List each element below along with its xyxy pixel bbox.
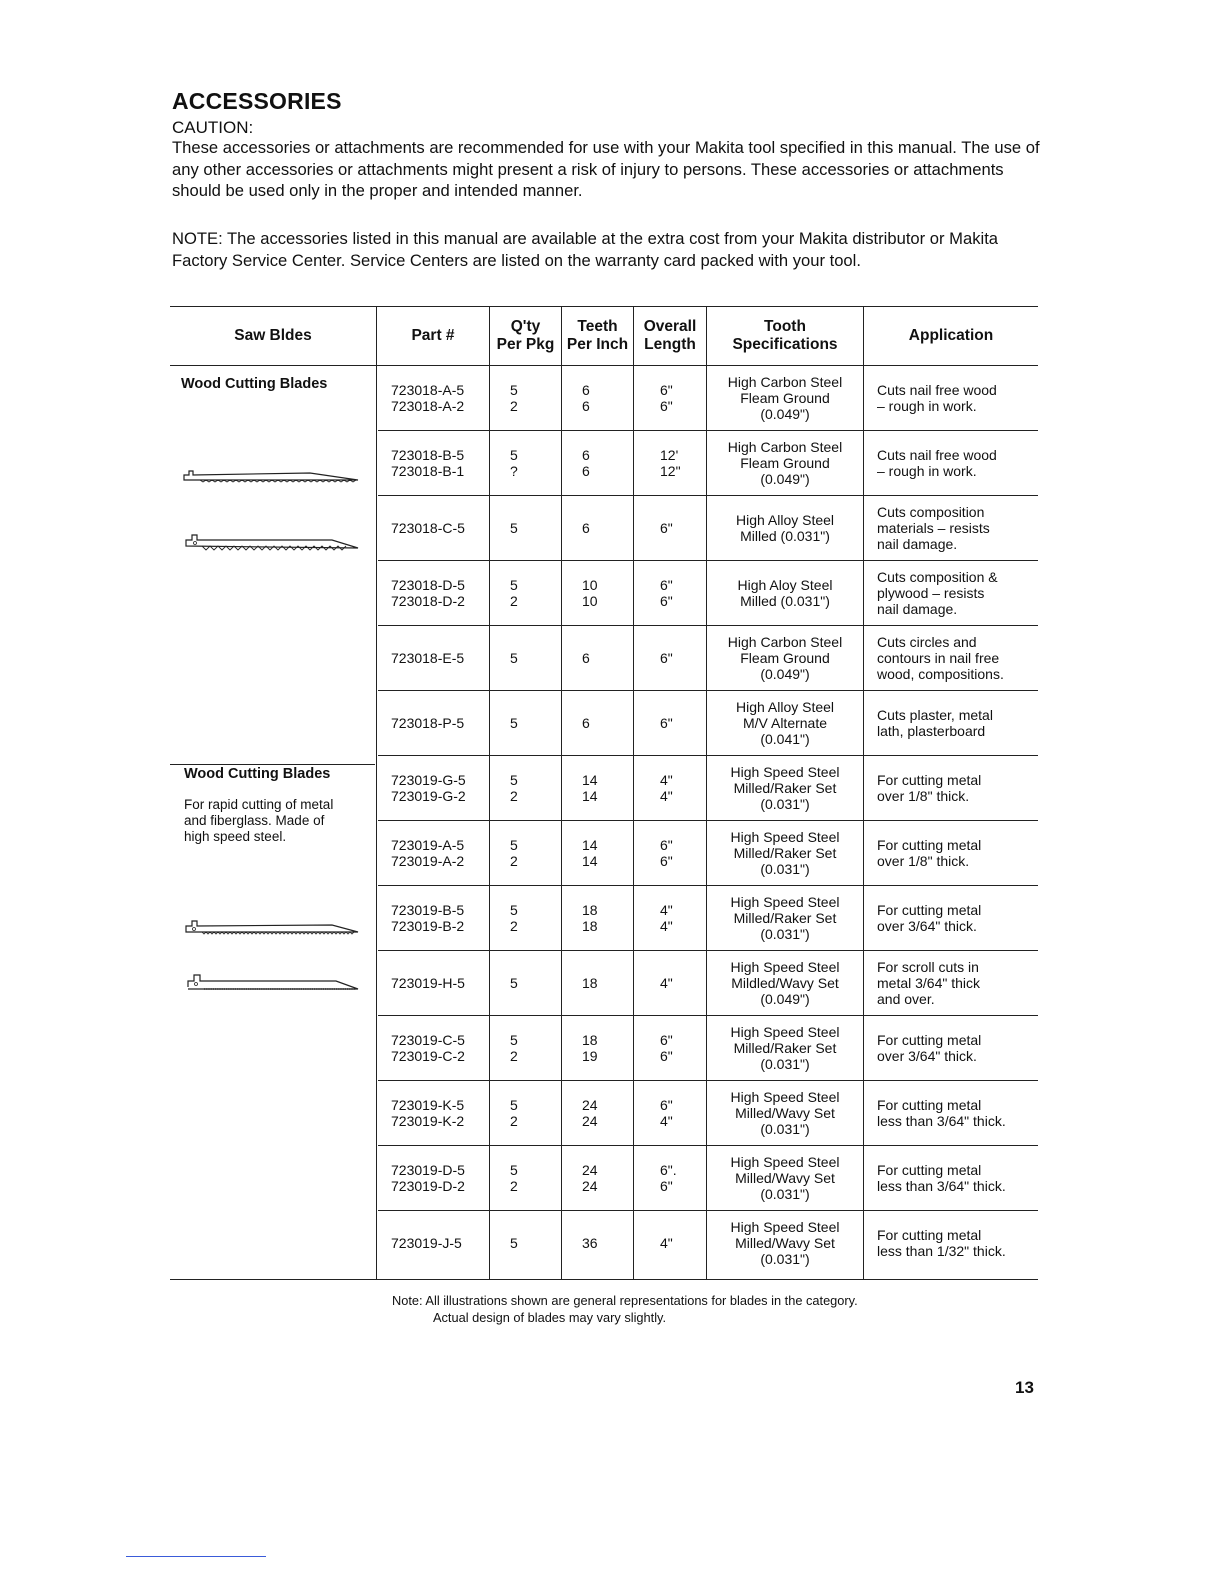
group-title-wood-cutting: Wood Cutting Blades [181,376,328,392]
cell-app: Cuts composition materials – resists nail damage. [877,503,990,552]
cell-length: 6" 6" [660,576,673,609]
cell-teeth: 24 24 [582,1096,598,1129]
blade-illustration-1 [180,464,360,488]
cell-qty: 5 2 [510,901,518,934]
footnote [392,1292,858,1326]
cell-spec: High Speed Steel Milled/Raker Set (0.031") [730,828,840,877]
cell-teeth: 6 6 [582,446,590,479]
blade-illustration-3 [182,912,362,938]
cell-part: 723019-G-5 723019-G-2 [391,771,466,804]
cell-spec: High Alloy Steel Milled (0.031") [735,511,835,544]
cell-app: For cutting metal less than 1/32" thick. [877,1226,1006,1259]
cell-length: 6" [660,714,673,731]
header-overall-length: Overall Length [643,317,697,353]
cell-qty: 5 2 [510,1096,518,1129]
blade-illustration-2 [182,528,362,554]
cell-qty: 5 [510,974,518,991]
cell-spec: High Speed Steel Milled/Raker Set (0.031") [730,1023,840,1072]
header-part-number: Part # [411,326,455,344]
cell-teeth: 18 18 [582,901,598,934]
page-heading: ACCESSORIES [172,88,342,114]
cell-length: 6". 6" [660,1161,677,1194]
cell-part: 723018-B-5 723018-B-1 [391,446,465,479]
cell-spec: High Carbon Steel Fleam Ground (0.049") [727,373,843,422]
footnote-line-2: Actual design of blades may vary slightly. [433,1310,667,1325]
cell-app: For cutting metal over 3/64" thick. [877,901,982,934]
cell-teeth: 18 19 [582,1031,598,1064]
cell-length: 6" 6" [660,836,673,869]
cell-teeth: 6 [582,649,590,666]
cell-qty: 5 [510,1234,518,1251]
header-saw-blades: Saw Bldes [234,326,312,344]
cell-teeth: 6 [582,519,590,536]
cell-teeth: 14 14 [582,836,598,869]
cell-spec: High Aloy Steel Milled (0.031") [737,576,833,609]
cell-spec: High Alloy Steel M/V Alternate (0.041") [735,698,835,747]
cell-app: For cutting metal less than 3/64" thick. [877,1161,1006,1194]
cell-length: 6" 4" [660,1096,673,1129]
cell-part: 723019-B-5 723019-B-2 [391,901,465,934]
footnote-line-1: Note: All illustrations shown are general representations for blades in the category. [392,1293,858,1308]
cell-app: Cuts nail free wood – rough in work. [877,381,997,414]
cell-part: 723018-D-5 723018-D-2 [391,576,465,609]
cell-teeth: 18 [582,974,598,991]
cell-spec: High Speed Steel Milled/Wavy Set (0.031") [730,1153,840,1202]
cell-qty: 5 ? [510,446,518,479]
cell-qty: 5 2 [510,381,518,414]
cell-teeth: 6 [582,714,590,731]
cell-app: For cutting metal over 3/64" thick. [877,1031,982,1064]
cell-part: 723019-C-5 723019-C-2 [391,1031,465,1064]
cell-length: 4" [660,974,673,991]
cell-qty: 5 2 [510,1161,518,1194]
cell-spec: High Carbon Steel Fleam Ground (0.049") [727,438,843,487]
cell-part: 723018-A-5 723018-A-2 [391,381,465,414]
accessories-table [170,306,1038,1280]
cell-part: 723019-D-5 723019-D-2 [391,1161,465,1194]
cell-spec: High Speed Steel Milled/Raker Set (0.031") [730,893,840,942]
header-teeth-per-inch: Teeth Per Inch [566,317,629,353]
header-application: Application [908,326,994,344]
cell-qty: 5 2 [510,576,518,609]
cell-length: 6" 6" [660,1031,673,1064]
bottom-link-underline [126,1556,266,1557]
cell-teeth: 10 10 [582,576,598,609]
cell-app: Cuts composition & plywood – resists nail damage. [877,568,998,617]
cell-part: 723018-P-5 [391,714,465,731]
cell-length: 6" 6" [660,381,673,414]
cell-teeth: 36 [582,1234,598,1251]
cell-length: 12' 12" [660,446,681,479]
cell-part: 723018-C-5 [391,519,465,536]
cell-qty: 5 2 [510,1031,518,1064]
cell-length: 6" [660,649,673,666]
cell-length: 4" 4" [660,771,673,804]
cell-app: Cuts circles and contours in nail free wood, compositions. [877,633,1004,682]
cell-qty: 5 [510,519,518,536]
cell-app: For scroll cuts in metal 3/64" thick and over. [877,958,981,1007]
cell-teeth: 14 14 [582,771,598,804]
cell-qty: 5 2 [510,836,518,869]
group-title-metal-cutting: Wood Cutting Blades [184,766,331,782]
cell-spec: High Speed Steel Milled/Wavy Set (0.031") [730,1088,840,1137]
cell-spec: High Speed Steel Milled/Wavy Set (0.031") [730,1218,840,1267]
cell-part: 723019-K-5 723019-K-2 [391,1096,465,1129]
caution-label: CAUTION: [172,118,254,137]
cell-app: Cuts plaster, metal lath, plasterboard [877,706,993,739]
cell-qty: 5 2 [510,771,518,804]
note-paragraph: NOTE: The accessories listed in this manual are available at the extra cost from your Makita distributor or Makita Factory Service Center. Service Centers are listed on the warranty card packed with your tool. [172,229,999,270]
cell-qty: 5 [510,649,518,666]
cell-qty: 5 [510,714,518,731]
cell-part: 723018-E-5 [391,649,465,666]
header-tooth-specifications: Tooth Specifications [732,317,838,353]
group-description-metal-cutting: For rapid cutting of metal and fiberglass. Made of high speed steel. [184,797,334,844]
cell-spec: High Speed Steel Milled/Raker Set (0.031") [730,763,840,812]
header-qty-per-pkg: Q'ty Per Pkg [496,317,555,353]
blade-illustration-4 [184,969,364,995]
cell-part: 723019-A-5 723019-A-2 [391,836,465,869]
cell-part: 723019-H-5 [391,974,465,991]
cell-length: 4" 4" [660,901,673,934]
cell-teeth: 24 24 [582,1161,598,1194]
cell-app: Cuts nail free wood – rough in work. [877,446,997,479]
cell-app: For cutting metal over 1/8" thick. [877,836,982,869]
cell-app: For cutting metal over 1/8" thick. [877,771,982,804]
cell-length: 4" [660,1234,673,1251]
cell-length: 6" [660,519,673,536]
cell-teeth: 6 6 [582,381,590,414]
cell-spec: High Speed Steel Mildled/Wavy Set (0.049") [730,958,840,1007]
cell-part: 723019-J-5 [391,1234,462,1251]
caution-paragraph: These accessories or attachments are recommended for use with your Makita tool specified in this manual. The use of any other accessories or attachments might present a risk of injury to persons. These accessories or attachments should be used only in the proper and intended manner. [172,138,1040,200]
cell-spec: High Carbon Steel Fleam Ground (0.049") [727,633,843,682]
page-number: 13 [1015,1378,1034,1397]
cell-app: For cutting metal less than 3/64" thick. [877,1096,1006,1129]
